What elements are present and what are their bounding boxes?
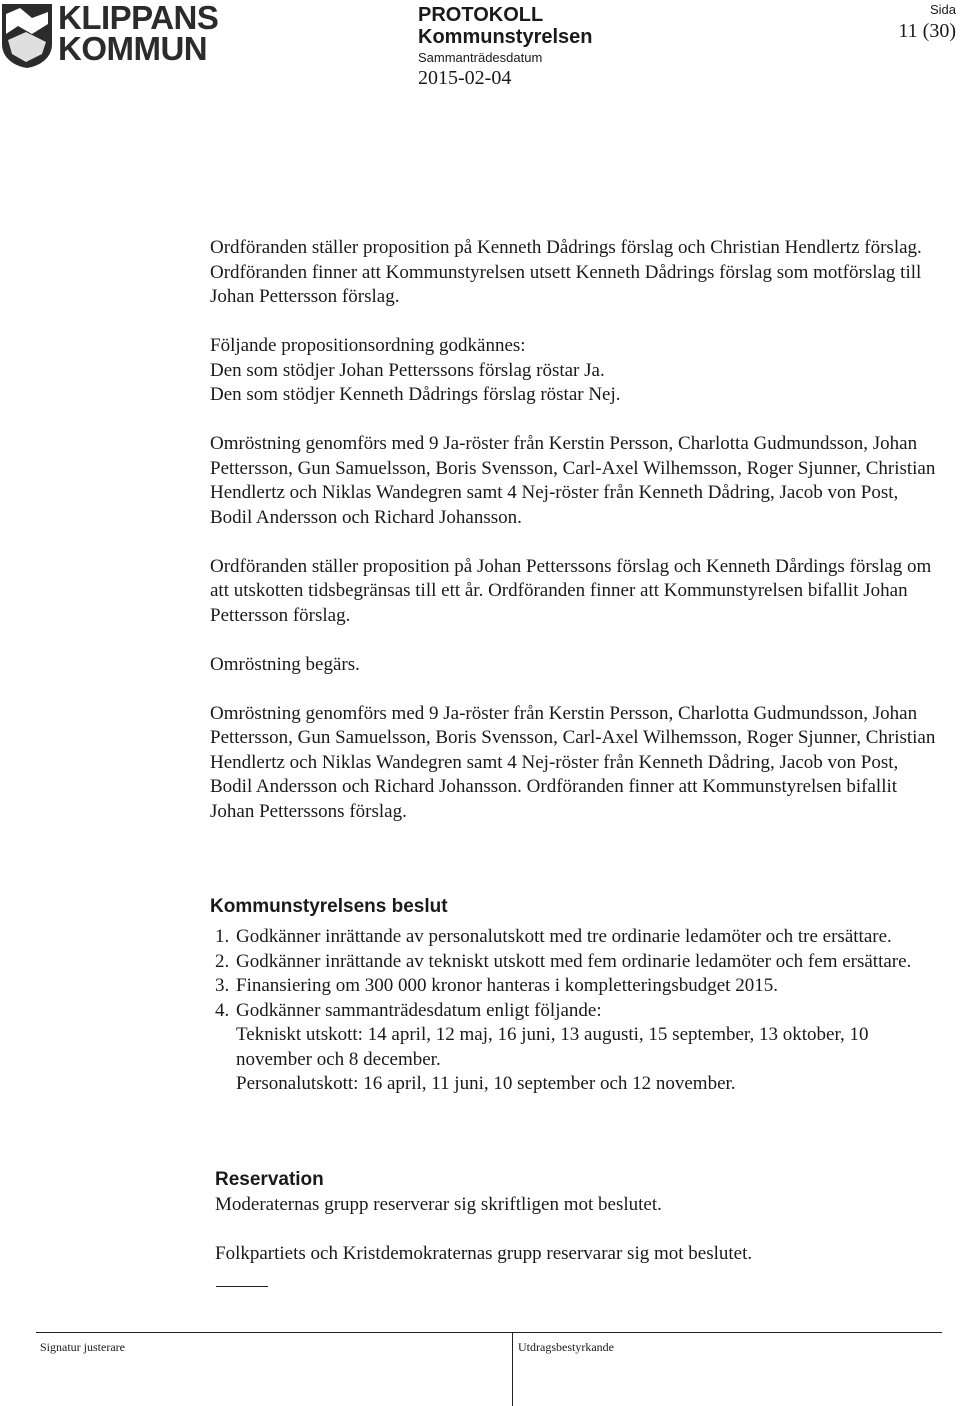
reservation-text-fp-kd: Folkpartiets och Kristdemokraternas grupp reservarar sig mot beslutet. [215, 1243, 753, 1264]
decision-heading: Kommunstyrelsens beslut [210, 896, 448, 917]
decision-item-number: 4. [215, 999, 230, 1021]
reservation-heading: Reservation [215, 1169, 324, 1190]
decision-item-number: 2. [215, 950, 230, 972]
decision-item [215, 974, 935, 999]
decision-item-number: 1. [215, 926, 230, 947]
decision-subitem-personnel: Personalutskott: 16 april, 11 juni, 10 september och 12 november. [236, 1073, 736, 1094]
certification-label: Utdragsbestyrkande [518, 1340, 614, 1354]
proposition-no: Den som stödjer Kenneth Dådrings förslag röstar Nej. [210, 384, 621, 405]
protocol-label: PROTOKOLL [418, 4, 544, 26]
logo-line2: KOMMUN [58, 30, 208, 67]
decision-item [215, 950, 935, 975]
footer-divider [512, 1332, 513, 1406]
decision-item-text: Godkänner sammanträdesdatum enligt följande: [236, 999, 602, 1021]
reservation-text-moderates: Moderaternas grupp reserverar sig skriftligen mot beslutet. [215, 1194, 662, 1215]
proposition-order [210, 334, 940, 408]
decision-item-text: Godkänner inrättande av tekniskt utskott med fem ordinarie ledamöter och fem ersättare. [236, 950, 912, 972]
vote-result-2: Omröstning genomförs med 9 Ja-röster från Kerstin Persson, Charlotta Gudmundsson, Johan Pettersson, Gun Samuelsson, Boris Svensson, Carl-Axel Wilhemsson, Roger Sjunner, Christian Hendlertz och Niklas Wandegren samt 4 Nej-röster från Kenneth Dådring, Jacob von Post, Bodil Andersson och Richard Johansson. Ordföranden finner att Kommunstyrelsen bifallit Johan Petterssons förslag. [210, 702, 936, 822]
footer-rule [36, 1332, 942, 1333]
decision-list [215, 925, 935, 1097]
vote-result-1: Omröstning genomförs med 9 Ja-röster från Kerstin Persson, Charlotta Gudmundsson, Johan Pettersson, Gun Samuelsson, Boris Svensson, Carl-Axel Wilhemsson, Roger Sjunner, Christian Hendlertz och Niklas Wandegren samt 4 Nej-röster från Kenneth Dådring, Jacob von Post, Bodil Andersson och Richard Johansson. [210, 433, 936, 528]
minutes-body [210, 236, 940, 849]
organ-name: Kommunstyrelsen [418, 26, 593, 48]
decision-item-text: Godkänner inrättande av personalutskott med tre ordinarie ledamöter och tre ersättare. [236, 926, 892, 947]
end-rule [216, 1286, 268, 1287]
decision-item-number: 3. [215, 975, 230, 996]
vote-request: Omröstning begärs. [210, 653, 360, 675]
municipality-logo [2, 0, 219, 68]
logo-line1: KLIPPANS [58, 0, 219, 36]
meeting-date-label: Sammanträdesdatum [418, 50, 543, 65]
paragraph-proposition-1: Ordföranden ställer proposition på Kenneth Dådrings förslag och Christian Hendlertz förslag. Ordföranden finner att Kommunstyrelsen utsett Kenneth Dådrings förslag som motförslag till Johan Pettersson förslag. [210, 237, 922, 307]
meeting-date: 2015-02-04 [418, 67, 512, 89]
crest-icon [2, 4, 52, 68]
paragraph-proposition-2: Ordföranden ställer proposition på Johan Petterssons förslag och Kenneth Dårdings förslag om att utskotten tidsbegränsas till ett år. Ordföranden finner att Kommunstyrelsen bifallit Johan Pettersson förslag. [210, 555, 932, 626]
signature-label: Signatur justerare [40, 1340, 125, 1354]
proposition-intro: Följande propositionsordning godkännes: [210, 335, 526, 356]
decision-item-text: Finansiering om 300 000 kronor hanteras i kompletteringsbudget 2015. [236, 975, 778, 996]
header-block [418, 4, 593, 89]
proposition-yes: Den som stödjer Johan Petterssons förslag röstar Ja. [210, 359, 605, 381]
decision-item [215, 925, 935, 950]
page-label: Sida [929, 2, 956, 17]
decision-item [215, 999, 935, 1097]
page-number: 11 (30) [898, 20, 956, 42]
logo-text [58, 0, 219, 67]
decision-subitem-technical: Tekniskt utskott: 14 april, 12 maj, 16 juni, 13 augusti, 15 september, 13 oktober, 10 november och 8 december. [236, 1024, 869, 1070]
